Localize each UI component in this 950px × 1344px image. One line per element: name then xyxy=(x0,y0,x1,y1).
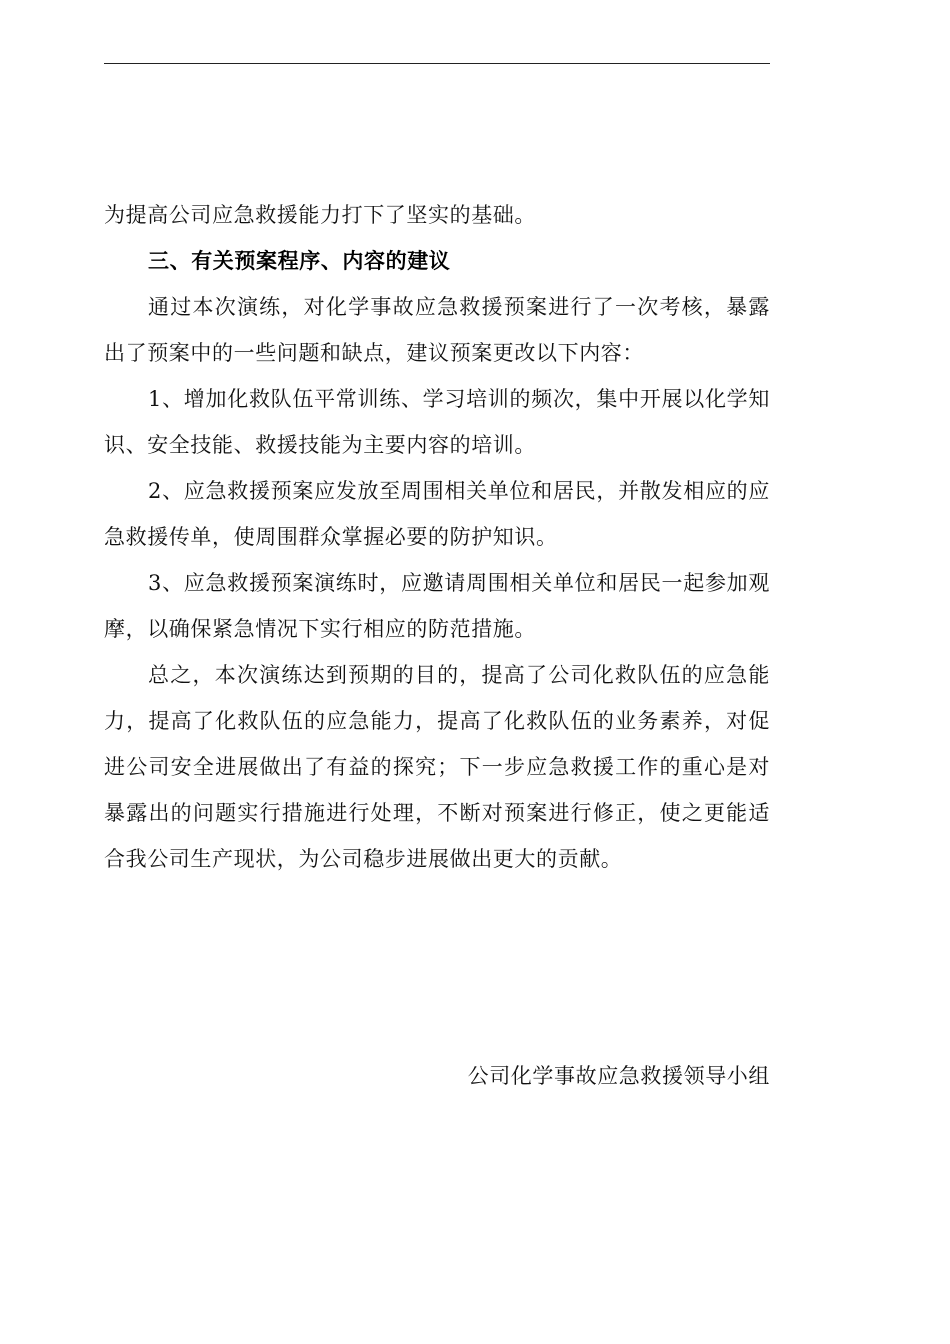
section-heading: 三、有关预案程序、内容的建议 xyxy=(148,249,451,273)
suggestion-item-3: 3、应急救援预案演练时，应邀请周围相关单位和居民一起参加观摩，以确保紧急情况下实行相应的防范措施。 xyxy=(104,571,770,641)
suggestion-item-2: 2、应急救援预案应发放至周围相关单位和居民，并散发相应的应急救援传单，使周围群众掌握必要的防护知识。 xyxy=(104,479,770,549)
paragraph-continuation: 为提高公司应急救援能力打下了坚实的基础。 xyxy=(104,203,536,227)
signature: 公司化学事故应急救援领导小组 xyxy=(467,1064,770,1088)
header-rule xyxy=(104,63,770,64)
suggestion-item-1: 1、增加化救队伍平常训练、学习培训的频次，集中开展以化学知识、安全技能、救援技能为主要内容的培训。 xyxy=(104,387,770,457)
paragraph-intro: 通过本次演练，对化学事故应急救援预案进行了一次考核，暴露出了预案中的一些问题和缺点，建议预案更改以下内容： xyxy=(104,295,770,365)
paragraph-summary: 总之，本次演练达到预期的目的，提高了公司化救队伍的应急能力，提高了化救队伍的应急能力，提高了化救队伍的业务素养，对促进公司安全进展做出了有益的探究；下一步应急救援工作的重心是对暴露出的问题实行措施进行处理，不断对预案进行修正，使之更能适合我公司生产现状，为公司稳步进展做出更大的贡献。 xyxy=(104,663,770,871)
document-body xyxy=(104,192,770,882)
